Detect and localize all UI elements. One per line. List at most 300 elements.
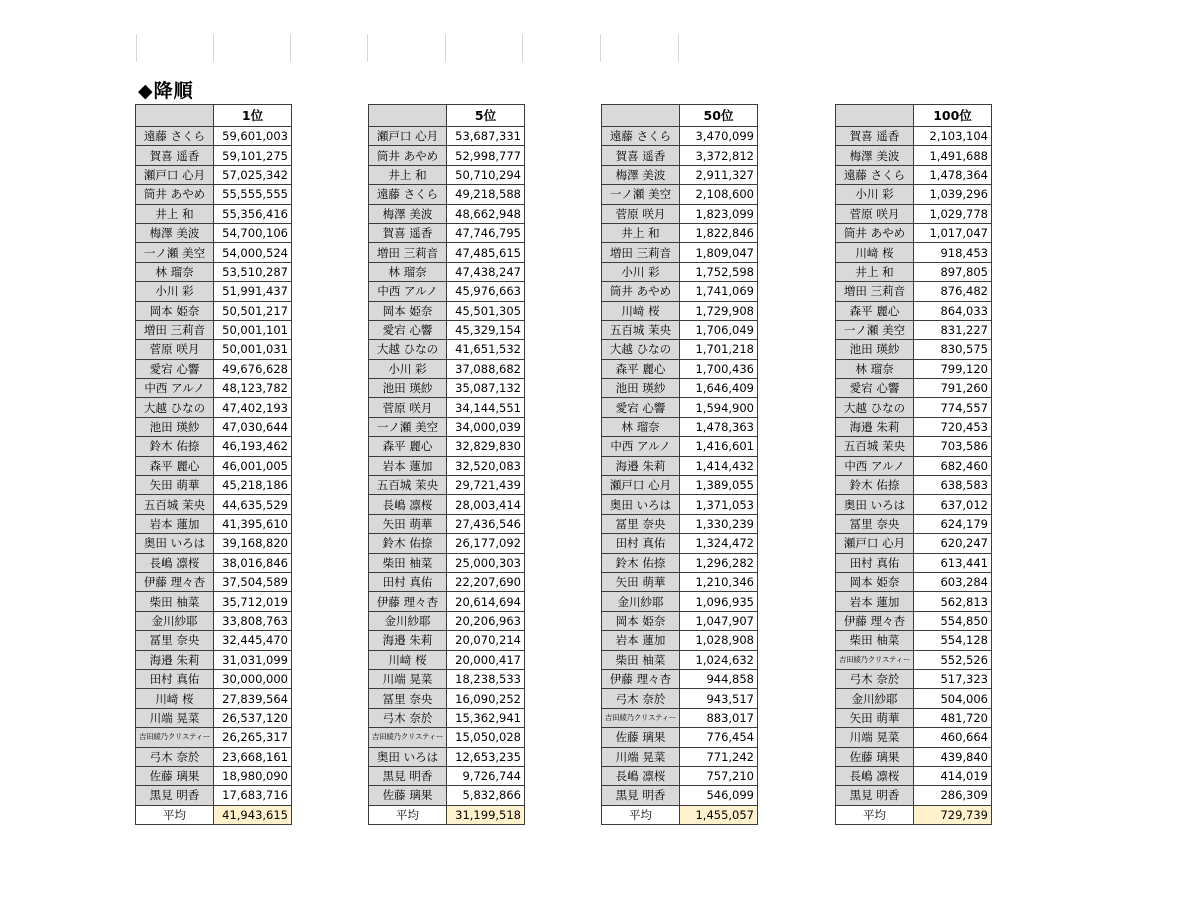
table-row	[136, 437, 292, 456]
member-name-cell: 伊藤 理々杏	[136, 572, 214, 591]
ranking-table-100	[835, 104, 992, 825]
member-name-cell: 小川 彩	[369, 359, 447, 378]
value-cell: 45,501,305	[447, 301, 525, 320]
average-value-cell: 1,455,057	[680, 805, 758, 824]
value-cell: 48,662,948	[447, 204, 525, 223]
table-row	[369, 301, 525, 320]
table-row	[369, 728, 525, 747]
table-row	[369, 572, 525, 591]
table-row	[836, 320, 992, 339]
member-name-cell: 弓木 奈於	[369, 708, 447, 727]
section-heading: ◆降順	[138, 80, 194, 102]
member-name-cell: 川﨑 桜	[602, 301, 680, 320]
table-row	[836, 282, 992, 301]
member-name-cell: 瀬戸口 心月	[136, 165, 214, 184]
table-row	[602, 379, 758, 398]
member-name-cell: 黒見 明香	[836, 786, 914, 805]
table-row	[136, 243, 292, 262]
member-name-cell: 柴田 柚菜	[136, 592, 214, 611]
member-name-cell: 岡本 姫奈	[136, 301, 214, 320]
value-cell: 59,601,003	[214, 127, 292, 146]
table-row	[136, 282, 292, 301]
value-cell: 776,454	[680, 728, 758, 747]
member-name-cell: 増田 三莉音	[369, 243, 447, 262]
member-name-cell: 森平 麗心	[602, 359, 680, 378]
value-cell: 55,356,416	[214, 204, 292, 223]
value-cell: 5,832,866	[447, 786, 525, 805]
value-cell: 1,096,935	[680, 592, 758, 611]
value-cell: 26,177,092	[447, 534, 525, 553]
value-cell: 9,726,744	[447, 766, 525, 785]
value-cell: 38,016,846	[214, 553, 292, 572]
table-row	[369, 359, 525, 378]
member-name-cell: 田村 真佑	[136, 669, 214, 688]
table-row	[836, 398, 992, 417]
table-header-row	[136, 105, 292, 127]
table-row	[136, 669, 292, 688]
average-row	[369, 805, 525, 824]
value-cell: 57,025,342	[214, 165, 292, 184]
member-name-cell: 長嶋 凛桜	[369, 495, 447, 514]
member-name-cell: 中西 アルノ	[836, 456, 914, 475]
value-cell: 45,976,663	[447, 282, 525, 301]
value-cell: 50,710,294	[447, 165, 525, 184]
table-row	[836, 766, 992, 785]
table-row	[369, 340, 525, 359]
table-row	[836, 359, 992, 378]
value-cell: 1,478,363	[680, 417, 758, 436]
value-cell: 1,752,598	[680, 262, 758, 281]
value-cell: 1,729,908	[680, 301, 758, 320]
value-cell: 1,822,846	[680, 223, 758, 242]
table-row	[369, 476, 525, 495]
value-cell: 53,510,287	[214, 262, 292, 281]
member-name-cell: 小川 彩	[602, 262, 680, 281]
member-name-cell: 井上 和	[602, 223, 680, 242]
member-name-cell: 佐藤 璃果	[136, 766, 214, 785]
member-name-cell: 黒見 明香	[369, 766, 447, 785]
table-row	[369, 262, 525, 281]
member-name-cell: 柴田 柚菜	[602, 650, 680, 669]
member-name-cell: 池田 瑛紗	[836, 340, 914, 359]
member-name-cell: 海邉 朱莉	[369, 631, 447, 650]
member-name-cell: 大越 ひなの	[602, 340, 680, 359]
value-cell: 26,265,317	[214, 728, 292, 747]
member-name-cell: 愛宕 心響	[602, 398, 680, 417]
table-row	[836, 262, 992, 281]
table-row	[136, 650, 292, 669]
table-row	[602, 631, 758, 650]
value-cell: 27,839,564	[214, 689, 292, 708]
table-row	[836, 611, 992, 630]
average-value-cell: 41,943,615	[214, 805, 292, 824]
member-name-cell: 吉田綾乃クリスティー	[369, 728, 447, 747]
member-name-cell: 賀喜 遥香	[836, 127, 914, 146]
table-row	[136, 631, 292, 650]
value-cell: 50,001,031	[214, 340, 292, 359]
member-name-cell: 中西 アルノ	[369, 282, 447, 301]
member-name-cell: 梅澤 美波	[836, 146, 914, 165]
table-row	[136, 359, 292, 378]
value-cell: 47,746,795	[447, 223, 525, 242]
value-cell: 1,594,900	[680, 398, 758, 417]
member-name-cell: 瀬戸口 心月	[369, 127, 447, 146]
table-row	[602, 476, 758, 495]
value-cell: 3,470,099	[680, 127, 758, 146]
table-row	[369, 514, 525, 533]
sheet-gridlines	[136, 34, 680, 62]
table-row	[836, 786, 992, 805]
member-name-cell: 森平 麗心	[136, 456, 214, 475]
value-cell: 23,668,161	[214, 747, 292, 766]
value-cell: 47,402,193	[214, 398, 292, 417]
value-cell: 1,741,069	[680, 282, 758, 301]
value-cell: 414,019	[914, 766, 992, 785]
value-cell: 46,001,005	[214, 456, 292, 475]
table-row	[136, 553, 292, 572]
table-row	[602, 747, 758, 766]
member-name-cell: 岩本 蓮加	[602, 631, 680, 650]
value-cell: 1,823,099	[680, 204, 758, 223]
table-row	[136, 689, 292, 708]
value-cell: 554,850	[914, 611, 992, 630]
member-name-cell: 金川紗耶	[836, 689, 914, 708]
value-cell: 52,998,777	[447, 146, 525, 165]
member-name-cell: 遠藤 さくら	[602, 127, 680, 146]
table-row	[836, 223, 992, 242]
value-cell: 439,840	[914, 747, 992, 766]
table-row	[602, 669, 758, 688]
member-name-cell: 岩本 蓮加	[369, 456, 447, 475]
table-row	[136, 262, 292, 281]
table-row	[836, 669, 992, 688]
value-cell: 1,330,239	[680, 514, 758, 533]
value-cell: 47,485,615	[447, 243, 525, 262]
table-row	[602, 592, 758, 611]
table-row	[602, 534, 758, 553]
value-cell: 613,441	[914, 553, 992, 572]
value-cell: 1,701,218	[680, 340, 758, 359]
value-cell: 1,809,047	[680, 243, 758, 262]
value-cell: 18,238,533	[447, 669, 525, 688]
member-name-cell: 黒見 明香	[136, 786, 214, 805]
member-name-cell: 筒井 あやめ	[602, 282, 680, 301]
average-label-cell: 平均	[836, 805, 914, 824]
value-cell: 460,664	[914, 728, 992, 747]
table-row	[136, 204, 292, 223]
member-name-cell: 矢田 萌華	[369, 514, 447, 533]
header-rank-cell: 1位	[214, 105, 292, 127]
value-cell: 18,980,090	[214, 766, 292, 785]
value-cell: 1,210,346	[680, 572, 758, 591]
table-row	[602, 553, 758, 572]
table-row	[836, 747, 992, 766]
member-name-cell: 五百城 茉央	[602, 320, 680, 339]
value-cell: 41,651,532	[447, 340, 525, 359]
member-name-cell: 林 瑠奈	[369, 262, 447, 281]
value-cell: 720,453	[914, 417, 992, 436]
table-row	[369, 165, 525, 184]
table-row	[602, 437, 758, 456]
table-row	[369, 127, 525, 146]
member-name-cell: 奥田 いろは	[602, 495, 680, 514]
value-cell: 16,090,252	[447, 689, 525, 708]
value-cell: 20,070,214	[447, 631, 525, 650]
value-cell: 32,829,830	[447, 437, 525, 456]
member-name-cell: 弓木 奈於	[836, 669, 914, 688]
value-cell: 1,029,778	[914, 204, 992, 223]
table-row	[602, 146, 758, 165]
table-row	[369, 185, 525, 204]
member-name-cell: 賀喜 遥香	[369, 223, 447, 242]
member-name-cell: 冨里 奈央	[136, 631, 214, 650]
value-cell: 603,284	[914, 572, 992, 591]
average-value-cell: 31,199,518	[447, 805, 525, 824]
value-cell: 1,389,055	[680, 476, 758, 495]
table-row	[602, 611, 758, 630]
table-row	[136, 340, 292, 359]
member-name-cell: 遠藤 さくら	[136, 127, 214, 146]
table-row	[369, 417, 525, 436]
member-name-cell: 井上 和	[369, 165, 447, 184]
value-cell: 48,123,782	[214, 379, 292, 398]
table-row	[369, 747, 525, 766]
member-name-cell: 川端 晃菜	[136, 708, 214, 727]
value-cell: 49,676,628	[214, 359, 292, 378]
value-cell: 1,324,472	[680, 534, 758, 553]
table-row	[369, 611, 525, 630]
member-name-cell: 奥田 いろは	[369, 747, 447, 766]
table-row	[602, 650, 758, 669]
average-row	[602, 805, 758, 824]
member-name-cell: 一ノ瀬 美空	[136, 243, 214, 262]
table-row	[369, 456, 525, 475]
table-row	[836, 572, 992, 591]
value-cell: 34,144,551	[447, 398, 525, 417]
table-row	[369, 766, 525, 785]
value-cell: 15,050,028	[447, 728, 525, 747]
value-cell: 49,218,588	[447, 185, 525, 204]
member-name-cell: 五百城 茉央	[369, 476, 447, 495]
table-row	[136, 417, 292, 436]
member-name-cell: 鈴木 佑捺	[369, 534, 447, 553]
member-name-cell: 佐藤 璃果	[602, 728, 680, 747]
table-row	[369, 204, 525, 223]
table-row	[836, 631, 992, 650]
value-cell: 41,395,610	[214, 514, 292, 533]
member-name-cell: 海邉 朱莉	[602, 456, 680, 475]
table-row	[369, 282, 525, 301]
member-name-cell: 瀬戸口 心月	[602, 476, 680, 495]
value-cell: 50,001,101	[214, 320, 292, 339]
member-name-cell: 柴田 柚菜	[369, 553, 447, 572]
member-name-cell: 伊藤 理々杏	[836, 611, 914, 630]
table-row	[369, 320, 525, 339]
value-cell: 682,460	[914, 456, 992, 475]
table-row	[602, 728, 758, 747]
member-name-cell: 川端 晃菜	[602, 747, 680, 766]
value-cell: 45,218,186	[214, 476, 292, 495]
member-name-cell: 大越 ひなの	[836, 398, 914, 417]
member-name-cell: 海邉 朱莉	[136, 650, 214, 669]
member-name-cell: 一ノ瀬 美空	[836, 320, 914, 339]
header-rank-cell: 5位	[447, 105, 525, 127]
value-cell: 26,537,120	[214, 708, 292, 727]
value-cell: 918,453	[914, 243, 992, 262]
member-name-cell: 賀喜 遥香	[136, 146, 214, 165]
value-cell: 25,000,303	[447, 553, 525, 572]
table-row	[836, 204, 992, 223]
value-cell: 562,813	[914, 592, 992, 611]
value-cell: 2,103,104	[914, 127, 992, 146]
member-name-cell: 菅原 咲月	[369, 398, 447, 417]
value-cell: 55,555,555	[214, 185, 292, 204]
member-name-cell: 菅原 咲月	[136, 340, 214, 359]
value-cell: 771,242	[680, 747, 758, 766]
value-cell: 876,482	[914, 282, 992, 301]
member-name-cell: 梅澤 美波	[136, 223, 214, 242]
table-row	[136, 708, 292, 727]
table-row	[602, 301, 758, 320]
member-name-cell: 吉田綾乃クリスティー	[602, 708, 680, 727]
member-name-cell: 遠藤 さくら	[836, 165, 914, 184]
value-cell: 29,721,439	[447, 476, 525, 495]
member-name-cell: 吉田綾乃クリスティー	[136, 728, 214, 747]
member-name-cell: 吉田綾乃クリスティー	[836, 650, 914, 669]
table-row	[369, 534, 525, 553]
table-row	[836, 650, 992, 669]
value-cell: 20,206,963	[447, 611, 525, 630]
value-cell: 831,227	[914, 320, 992, 339]
table-row	[836, 553, 992, 572]
member-name-cell: 長嶋 凛桜	[136, 553, 214, 572]
table-row	[136, 301, 292, 320]
value-cell: 54,000,524	[214, 243, 292, 262]
member-name-cell: 森平 麗心	[836, 301, 914, 320]
table-row	[602, 243, 758, 262]
average-label-cell: 平均	[136, 805, 214, 824]
member-name-cell: 中西 アルノ	[602, 437, 680, 456]
member-name-cell: 田村 真佑	[602, 534, 680, 553]
member-name-cell: 愛宕 心響	[136, 359, 214, 378]
member-name-cell: 川﨑 桜	[369, 650, 447, 669]
member-name-cell: 増田 三莉音	[836, 282, 914, 301]
value-cell: 2,108,600	[680, 185, 758, 204]
member-name-cell: 林 瑠奈	[136, 262, 214, 281]
table-row	[369, 398, 525, 417]
member-name-cell: 小川 彩	[136, 282, 214, 301]
value-cell: 47,438,247	[447, 262, 525, 281]
table-row	[602, 185, 758, 204]
value-cell: 50,501,217	[214, 301, 292, 320]
member-name-cell: 鈴木 佑捺	[602, 553, 680, 572]
value-cell: 944,858	[680, 669, 758, 688]
table-row	[836, 456, 992, 475]
member-name-cell: 岡本 姫奈	[836, 572, 914, 591]
value-cell: 552,526	[914, 650, 992, 669]
table-row	[836, 243, 992, 262]
table-row	[602, 766, 758, 785]
table-row	[369, 631, 525, 650]
member-name-cell: 小川 彩	[836, 185, 914, 204]
member-name-cell: 五百城 茉央	[136, 495, 214, 514]
table-row	[369, 379, 525, 398]
table-row	[136, 185, 292, 204]
member-name-cell: 田村 真佑	[836, 553, 914, 572]
member-name-cell: 筒井 あやめ	[836, 223, 914, 242]
value-cell: 35,712,019	[214, 592, 292, 611]
table-row	[369, 650, 525, 669]
value-cell: 27,436,546	[447, 514, 525, 533]
value-cell: 46,193,462	[214, 437, 292, 456]
value-cell: 1,371,053	[680, 495, 758, 514]
table-row	[369, 786, 525, 805]
member-name-cell: 池田 瑛紗	[136, 417, 214, 436]
table-row	[602, 262, 758, 281]
member-name-cell: 池田 瑛紗	[369, 379, 447, 398]
member-name-cell: 黒見 明香	[602, 786, 680, 805]
table-row	[136, 379, 292, 398]
member-name-cell: 愛宕 心響	[836, 379, 914, 398]
table-row	[369, 146, 525, 165]
value-cell: 33,808,763	[214, 611, 292, 630]
table-row	[136, 747, 292, 766]
value-cell: 3,372,812	[680, 146, 758, 165]
value-cell: 44,635,529	[214, 495, 292, 514]
table-row	[136, 127, 292, 146]
header-blank-cell	[136, 105, 214, 127]
member-name-cell: 菅原 咲月	[836, 204, 914, 223]
member-name-cell: 弓木 奈於	[136, 747, 214, 766]
value-cell: 774,557	[914, 398, 992, 417]
table-row	[369, 553, 525, 572]
member-name-cell: 田村 真佑	[369, 572, 447, 591]
table-row	[136, 728, 292, 747]
value-cell: 1,416,601	[680, 437, 758, 456]
table-row	[136, 514, 292, 533]
member-name-cell: 冨里 奈央	[602, 514, 680, 533]
member-name-cell: 賀喜 遥香	[602, 146, 680, 165]
average-row	[836, 805, 992, 824]
average-value-cell: 729,739	[914, 805, 992, 824]
value-cell: 546,099	[680, 786, 758, 805]
table-row	[602, 340, 758, 359]
average-label-cell: 平均	[369, 805, 447, 824]
header-rank-cell: 50位	[680, 105, 758, 127]
value-cell: 30,000,000	[214, 669, 292, 688]
value-cell: 637,012	[914, 495, 992, 514]
value-cell: 1,706,049	[680, 320, 758, 339]
value-cell: 1,491,688	[914, 146, 992, 165]
table-row	[602, 708, 758, 727]
value-cell: 1,296,282	[680, 553, 758, 572]
value-cell: 504,006	[914, 689, 992, 708]
member-name-cell: 遠藤 さくら	[369, 185, 447, 204]
value-cell: 1,646,409	[680, 379, 758, 398]
member-name-cell: 矢田 萌華	[836, 708, 914, 727]
value-cell: 791,260	[914, 379, 992, 398]
table-row	[602, 127, 758, 146]
table-row	[369, 243, 525, 262]
member-name-cell: 池田 瑛紗	[602, 379, 680, 398]
table-row	[136, 786, 292, 805]
table-row	[836, 301, 992, 320]
member-name-cell: 冨里 奈央	[369, 689, 447, 708]
member-name-cell: 岩本 蓮加	[836, 592, 914, 611]
value-cell: 17,683,716	[214, 786, 292, 805]
member-name-cell: 鈴木 佑捺	[136, 437, 214, 456]
value-cell: 1,047,907	[680, 611, 758, 630]
